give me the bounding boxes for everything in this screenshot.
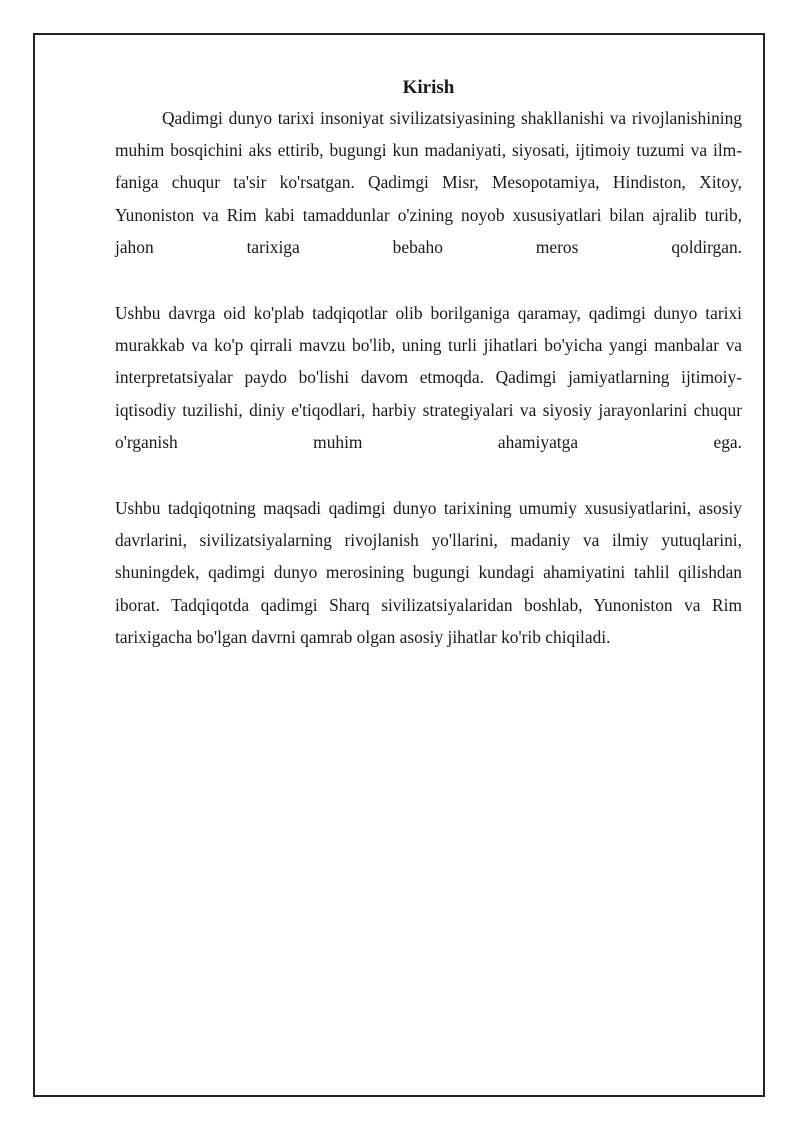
paragraph-goal: Ushbu tadqiqotning maqsadi qadimgi dunyo tarixining umumiy xususiyatlarini, asosiy davrlarini, sivilizatsiyalarning rivojlanish yo'llarini, madaniy va ilmiy yutuqlarini, shuningdek, qadimgi dunyo merosining bugungi kundagi ahamiyatini tahlil qilishdan iborat. Tadqiqotda qadimgi Sharq sivilizatsiyalaridan boshlab, Yunoniston va Rim tarixigacha bo'lgan davrni qamrab olgan asosiy jihatlar ko'rib chiqiladi. (115, 498, 742, 647)
paragraph-research: Ushbu davrga oid ko'plab tadqiqotlar olib borilganiga qaramay, qadimgi dunyo tarixi murakkab va ko'p qirrali mavzu bo'lib, uning turli jihatlari bo'yicha yangi manbalar va interpretatsiyalar paydo bo'lishi davom etmoqda. Qadimgi jamiyatlarning ijtimoiy-iqtisodiy tuzilishi, diniy e'tiqodlari, harbiy strategiyalari va siyosiy jarayonlarini chuqur o'rganish muhim ahamiyatga ega. (115, 303, 742, 452)
document-body (115, 74, 742, 653)
document-title: Kirish (402, 77, 455, 98)
paragraph-intro: Qadimgi dunyo tarixi insoniyat sivilizatsiyasining shakllanishi va rivojlanishining muhim bosqichini aks ettirib, bugungi kun madaniyati, siyosati, ijtimoiy tuzumi va ilm-faniga chuqur ta'sir ko'rsatgan. Qadimgi Misr, Mesopotamiya, Hindiston, Xitoy, Yunoniston va Rim kabi tamaddunlar o'zining noyob xususiyatlari bilan ajralib turib, jahon tarixiga bebaho meros qoldirgan. (115, 108, 742, 257)
paragraph-gap (115, 458, 742, 492)
paragraph-gap (115, 263, 742, 297)
